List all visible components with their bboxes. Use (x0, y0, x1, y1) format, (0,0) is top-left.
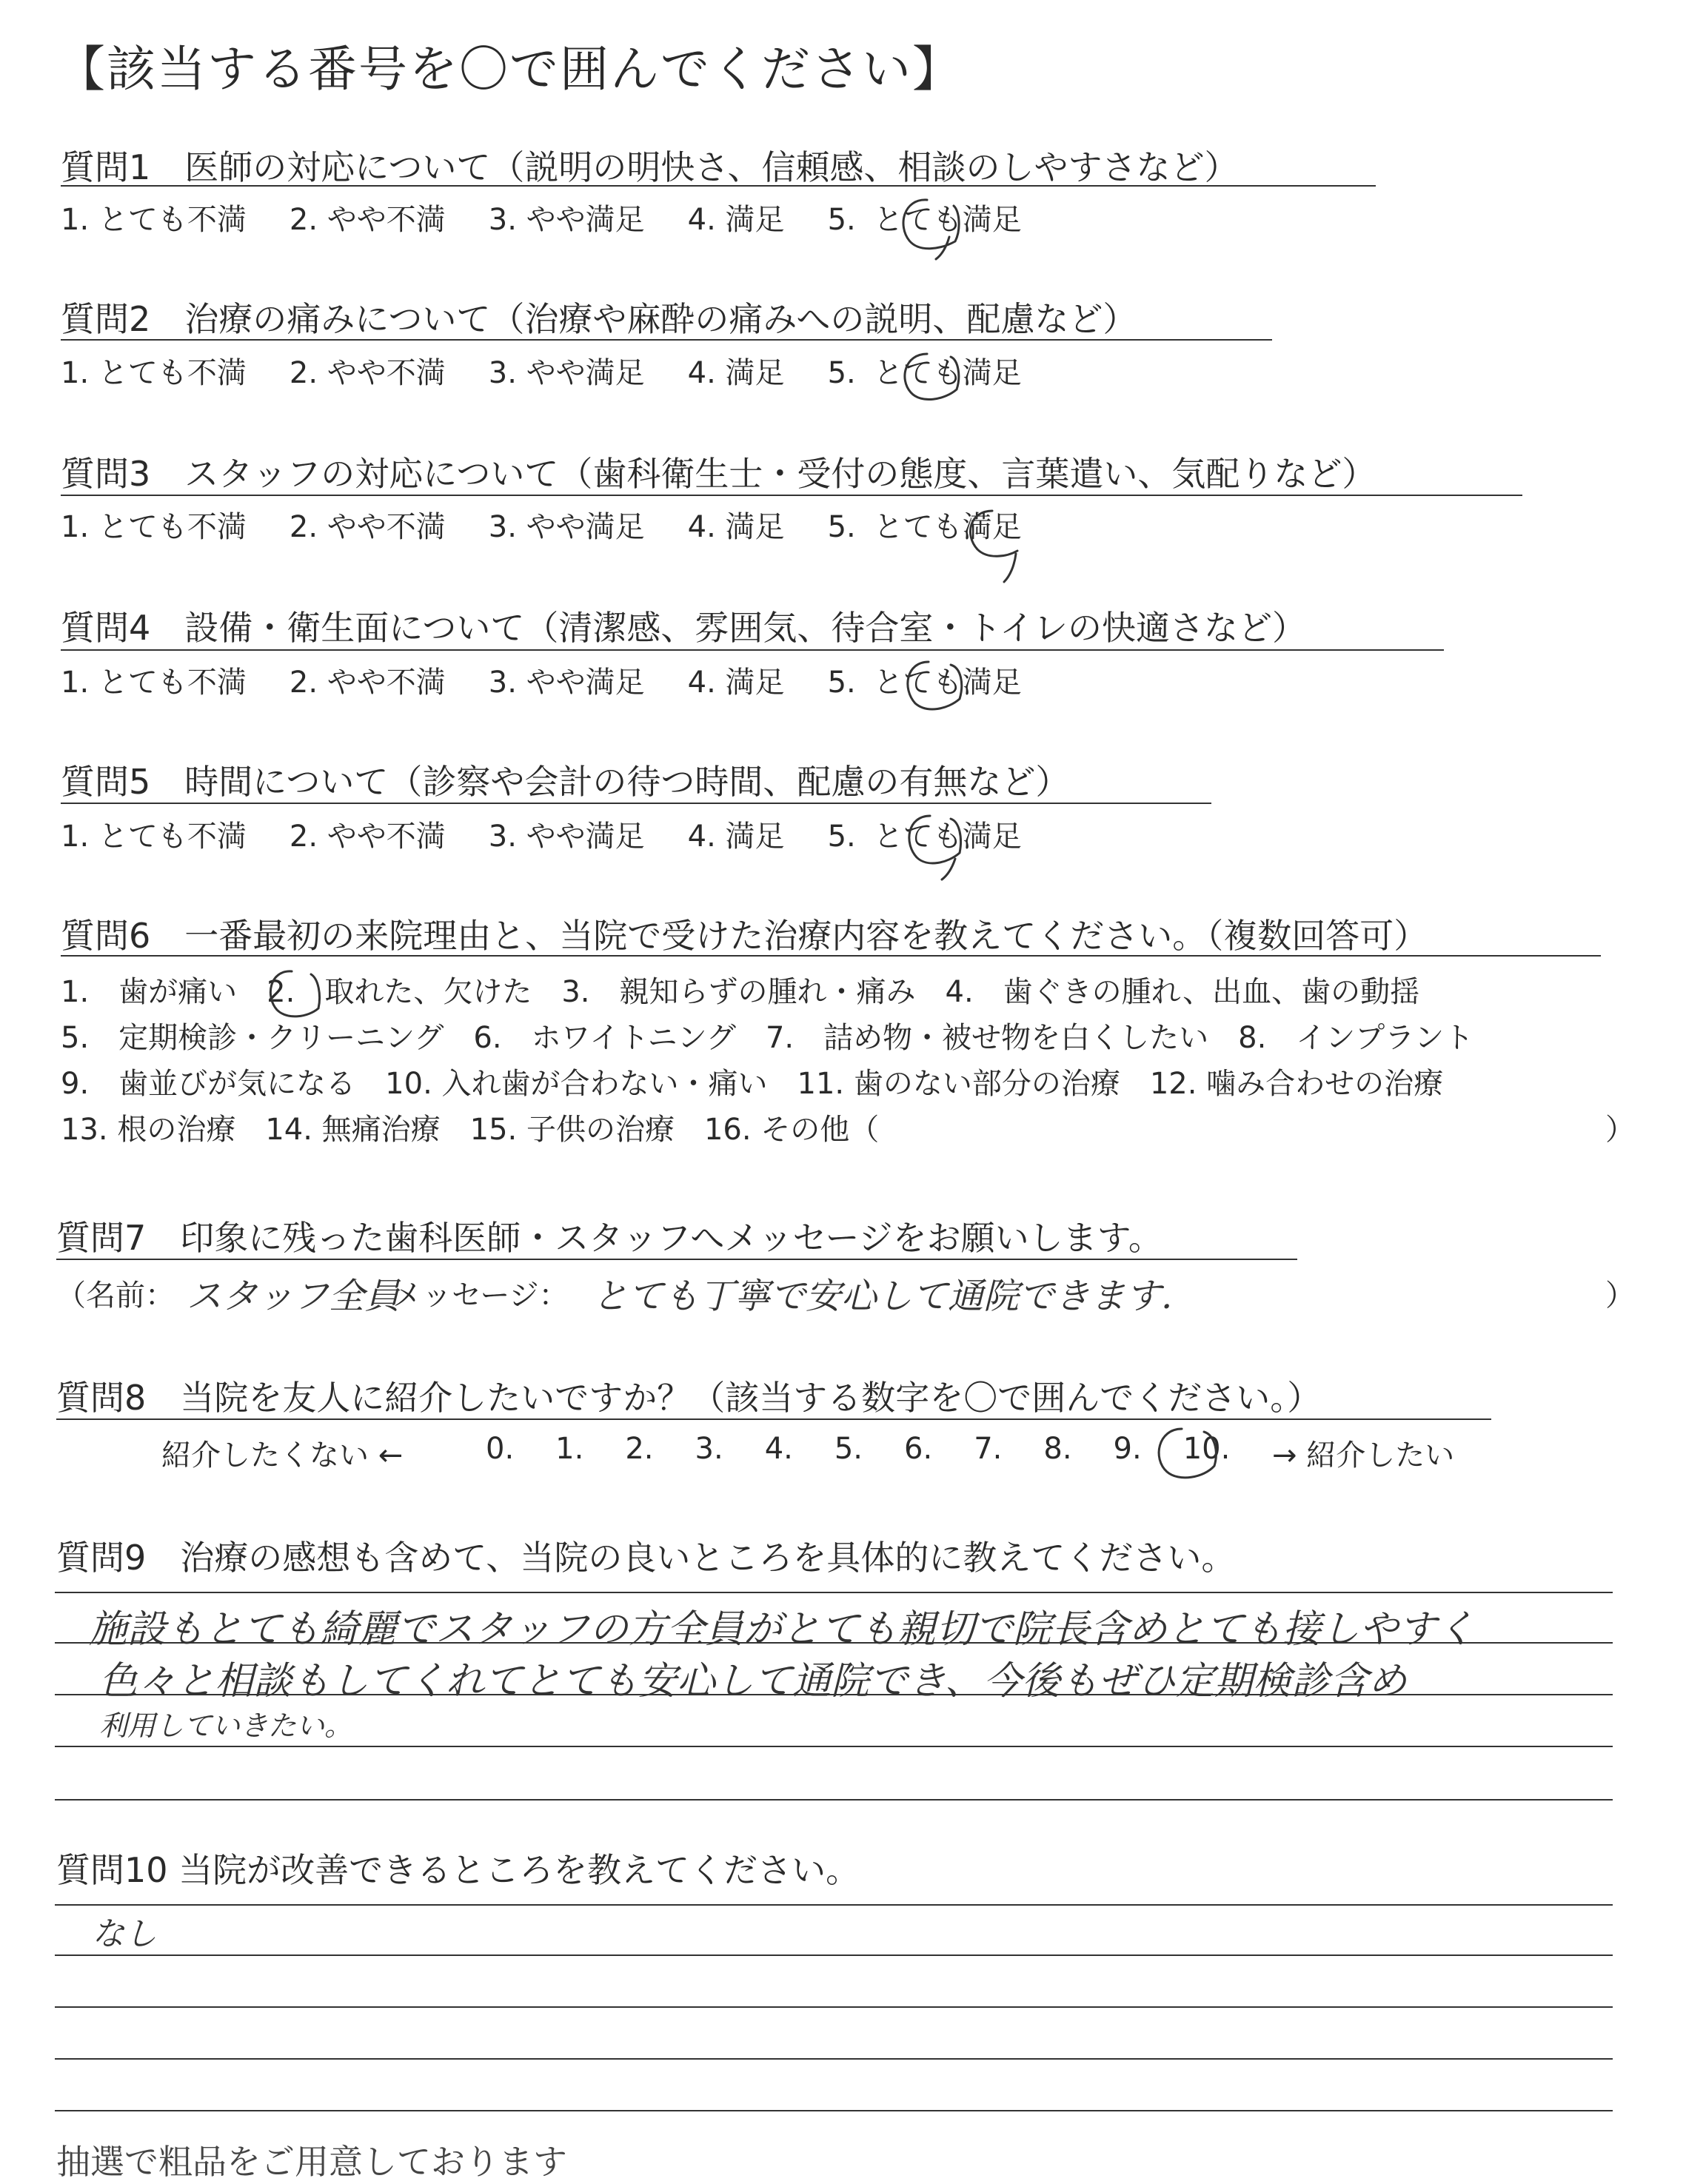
q2-title: 質問2 治療の痛みについて（治療や麻酔の痛みへの説明、配慮など） (61, 299, 1137, 339)
q6-other-close-paren: ） (1605, 1113, 1635, 1147)
q8-scale[interactable] (486, 1432, 1260, 1466)
q6-option-4[interactable]: 4. 歯ぐきの腫れ、出血、歯の動揺 (945, 975, 1420, 1009)
q3-option-5[interactable]: 5. (827, 510, 856, 544)
q6-option-9[interactable]: 9. 歯並びが気になる (61, 1067, 356, 1101)
q5-option-5[interactable]: 5. (827, 820, 856, 854)
q9-line-1 (55, 1592, 1613, 1593)
q2-option-3[interactable]: 3. やや満足 (488, 356, 645, 390)
q4-title: 質問4 設備・衛生面について（清潔感、雰囲気、待合室・トイレの快適さなど） (61, 608, 1307, 648)
q6-option-3[interactable]: 3. 親知らずの腫れ・痛み (561, 975, 916, 1009)
q6-option-13[interactable]: 13. 根の治療 (61, 1113, 236, 1147)
q7-name-handwritten[interactable]: スタッフ全員 (187, 1276, 401, 1317)
q6-option-14[interactable]: 14. 無痛治療 (265, 1113, 441, 1147)
q10-line-1 (55, 1904, 1613, 1906)
q2-option-5-label: とても満足 (873, 356, 1022, 390)
q6-option-12[interactable]: 12. 噛み合わせの治療 (1149, 1067, 1444, 1101)
q6-option-11[interactable]: 11. 歯のない部分の治療 (797, 1067, 1120, 1101)
q4-option-1[interactable]: 1. とても不満 (61, 666, 247, 700)
q6-row-3 (61, 1060, 1473, 1102)
q7-message-label: メッセージ： (392, 1279, 569, 1313)
q10-line-2 (55, 1954, 1613, 1956)
q3-option-3[interactable]: 3. やや満足 (488, 510, 645, 544)
q8-option-7[interactable]: 7. (974, 1432, 1003, 1466)
q10-answer-line-1[interactable]: なし (92, 1915, 157, 1953)
q7-message-handwritten[interactable]: とても丁寧で安心して通院できます. (592, 1276, 1173, 1317)
q6-option-8[interactable]: 8. インプラント (1238, 1021, 1474, 1055)
q4-option-5[interactable]: 5. (827, 666, 856, 700)
q8-option-10[interactable]: 10. (1183, 1432, 1231, 1466)
q1-options[interactable] (61, 196, 1065, 238)
q2-options[interactable] (61, 349, 1065, 392)
q8-option-9[interactable]: 9. (1113, 1432, 1142, 1466)
q8-option-1[interactable]: 1. (555, 1432, 584, 1466)
q8-title: 質問8 当院を友人に紹介したいですか？（該当する数字を〇で囲んでください。） (56, 1378, 1322, 1418)
q3-option-2[interactable]: 2. やや不満 (289, 510, 446, 544)
q8-option-6[interactable]: 6. (904, 1432, 933, 1466)
q10-title: 質問10 当院が改善できるところを教えてください。 (56, 1850, 860, 1890)
q4-option-5-label: とても満足 (873, 666, 1022, 700)
footer-note: 抽選で粗品をご用意しております (56, 2142, 567, 2182)
q1-option-4[interactable]: 4. 満足 (687, 203, 785, 237)
q8-option-5[interactable]: 5. (834, 1432, 863, 1466)
q8-option-0[interactable]: 0. (486, 1432, 515, 1466)
q5-option-5-label: とても満足 (873, 820, 1022, 854)
q1-option-3[interactable]: 3. やや満足 (488, 203, 645, 237)
q10-line-5 (55, 2110, 1613, 2111)
q8-right-label: → 紹介したい (1272, 1438, 1455, 1473)
q8-option-3[interactable]: 3. (695, 1432, 723, 1466)
q6-option-5[interactable]: 5. 定期検診・クリーニング (61, 1021, 444, 1055)
q8-option-2[interactable]: 2. (625, 1432, 654, 1466)
q3-option-4[interactable]: 4. 満足 (687, 510, 785, 544)
q4-option-2[interactable]: 2. やや不満 (289, 666, 446, 700)
q1-option-2[interactable]: 2. やや不満 (289, 203, 446, 237)
q9-answer-line-3[interactable]: 利用していきたい。 (99, 1709, 353, 1742)
q7-name-label: （名前： (56, 1279, 175, 1313)
q2-underline (61, 339, 1272, 341)
q6-option-15[interactable]: 15. 子供の治療 (469, 1113, 675, 1147)
q6-option-16[interactable]: 16. その他（ (703, 1113, 880, 1147)
q2-option-4[interactable]: 4. 満足 (687, 356, 785, 390)
q6-row-2 (61, 1014, 1503, 1056)
q8-option-8[interactable]: 8. (1043, 1432, 1072, 1466)
q5-option-3[interactable]: 3. やや満足 (488, 820, 645, 854)
q1-underline (61, 185, 1376, 187)
q4-underline (61, 649, 1444, 651)
q6-row-4 (61, 1106, 909, 1148)
q6-row-1 (61, 968, 1449, 1011)
page-header: 【該当する番号を〇で囲んでください】 (56, 41, 963, 98)
q2-option-1[interactable]: 1. とても不満 (61, 356, 247, 390)
q5-underline (61, 803, 1211, 804)
q3-option-5-label: とても満足 (873, 510, 1022, 544)
q3-options[interactable] (61, 503, 1065, 546)
q6-option-7[interactable]: 7. 詰め物・被せ物を白くしたい (765, 1021, 1209, 1055)
q6-option-1[interactable]: 1. 歯が痛い (61, 975, 238, 1009)
q5-option-2[interactable]: 2. やや不満 (289, 820, 446, 854)
q1-title: 質問1 医師の対応について（説明の明快さ、信頼感、相談のしやすさなど） (61, 147, 1239, 187)
q10-line-3 (55, 2006, 1613, 2008)
q3-option-1[interactable]: 1. とても不満 (61, 510, 247, 544)
q6-underline (61, 955, 1601, 957)
q9-answer-line-2[interactable]: 色々と相談もしてくれてとても安心して通院でき、今後もぜひ定期検診含め (99, 1659, 1407, 1704)
q4-option-3[interactable]: 3. やや満足 (488, 666, 645, 700)
q8-left-label: 紹介したくない ← (161, 1438, 404, 1473)
q2-option-5[interactable]: 5. (827, 356, 856, 390)
q6-option-2[interactable]: 2. 取れた、欠けた (267, 975, 532, 1009)
q3-underline (61, 495, 1522, 496)
q7-underline (56, 1259, 1297, 1260)
q7-close-paren: ） (1605, 1279, 1635, 1313)
q9-line-4 (55, 1746, 1613, 1747)
q9-line-5 (55, 1799, 1613, 1801)
q7-title: 質問7 印象に残った歯科医師・スタッフへメッセージをお願いします。 (56, 1218, 1163, 1258)
q2-option-2[interactable]: 2. やや不満 (289, 356, 446, 390)
q8-underline (56, 1418, 1491, 1420)
q10-line-4 (55, 2058, 1613, 2060)
q8-option-4[interactable]: 4. (764, 1432, 793, 1466)
q6-title: 質問6 一番最初の来院理由と、当院で受けた治療内容を教えてください。（複数回答可） (61, 916, 1428, 956)
q4-option-4[interactable]: 4. 満足 (687, 666, 785, 700)
q1-option-5[interactable]: 5. (827, 203, 856, 237)
q6-option-10[interactable]: 10. 入れ歯が合わない・痛い (385, 1067, 768, 1101)
q6-option-6[interactable]: 6. ホワイトニング (473, 1021, 736, 1055)
q1-option-1[interactable]: 1. とても不満 (61, 203, 247, 237)
q5-title: 質問5 時間について（診察や会計の待つ時間、配慮の有無など） (61, 762, 1070, 802)
q5-option-1[interactable]: 1. とても不満 (61, 820, 247, 854)
q5-option-4[interactable]: 4. 満足 (687, 820, 785, 854)
q9-title: 質問9 治療の感想も含めて、当院の良いところを具体的に教えてください。 (56, 1538, 1236, 1578)
q5-options[interactable] (61, 813, 1065, 855)
q1-option-5-label: とても満足 (873, 203, 1022, 237)
q9-answer-line-1[interactable]: 施設もとても綺麗でスタッフの方全員がとても親切で院長含めとても接しやすく (89, 1607, 1476, 1652)
q4-options[interactable] (61, 659, 1065, 701)
q3-title: 質問3 スタッフの対応について（歯科衛生士・受付の態度、言葉遣い、気配りなど） (61, 454, 1376, 494)
